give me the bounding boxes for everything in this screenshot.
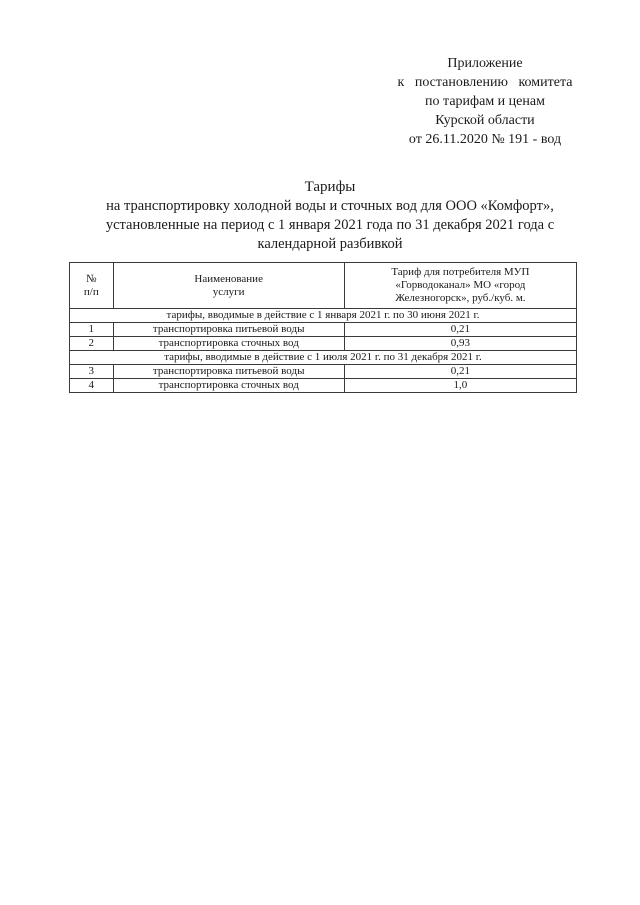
row-rate: 1,0 (344, 379, 576, 393)
appendix-line-1: Приложение (447, 56, 523, 71)
table-row (70, 337, 577, 351)
header-rate-line-1: Тариф для потребителя МУП (391, 266, 530, 278)
header-num-line-1: № (86, 272, 97, 285)
table-row (70, 365, 577, 379)
header-name (113, 263, 344, 309)
period-label-1: тарифы, вводимые в действие с 1 января 2021 г. по 30 июня 2021 г. (70, 309, 577, 323)
table-header-row (70, 263, 577, 309)
appendix-line-2: к постановлению комитета (397, 75, 573, 90)
row-service: транспортировка сточных вод (113, 379, 344, 393)
appendix-line-5: от 26.11.2020 № 191 - вод (408, 132, 562, 147)
header-rate-line-3: Железногорск», руб./куб. м. (395, 292, 526, 304)
row-rate: 0,21 (344, 323, 576, 337)
period-row-1 (70, 309, 577, 323)
row-num: 2 (70, 337, 114, 351)
row-num: 3 (70, 365, 114, 379)
document-heading: Тарифы (304, 179, 356, 195)
header-num (70, 263, 114, 309)
row-num: 1 (70, 323, 114, 337)
appendix-block (370, 54, 600, 149)
row-service: транспортировка сточных вод (113, 337, 344, 351)
header-name-line-1: Наименование (194, 272, 263, 285)
row-service: транспортировка питьевой воды (113, 323, 344, 337)
appendix-line-4: Курской области (435, 113, 535, 128)
title-line-1: на транспортировку холодной воды и сточных вод для ООО «Комфорт», (106, 198, 554, 214)
period-row-2 (70, 351, 577, 365)
table-row (70, 379, 577, 393)
table-row (70, 323, 577, 337)
header-rate-line-2: «Горводоканал» МО «город (395, 279, 526, 291)
period-label-2: тарифы, вводимые в действие с 1 июля 2021 г. по 31 декабря 2021 г. (70, 351, 577, 365)
title-line-2: установленные на период с 1 января 2021 года по 31 декабря 2021 года с (105, 217, 555, 233)
header-rate (344, 263, 576, 309)
row-num: 4 (70, 379, 114, 393)
header-num-line-2: п/п (83, 285, 99, 298)
row-service: транспортировка питьевой воды (113, 365, 344, 379)
title-line-3: календарной разбивкой (257, 236, 403, 252)
row-rate: 0,93 (344, 337, 576, 351)
title-block (60, 178, 600, 254)
appendix-line-3: по тарифам и ценам (425, 94, 545, 109)
tariff-table (69, 262, 577, 393)
header-name-line-2: услуги (212, 285, 245, 298)
row-rate: 0,21 (344, 365, 576, 379)
